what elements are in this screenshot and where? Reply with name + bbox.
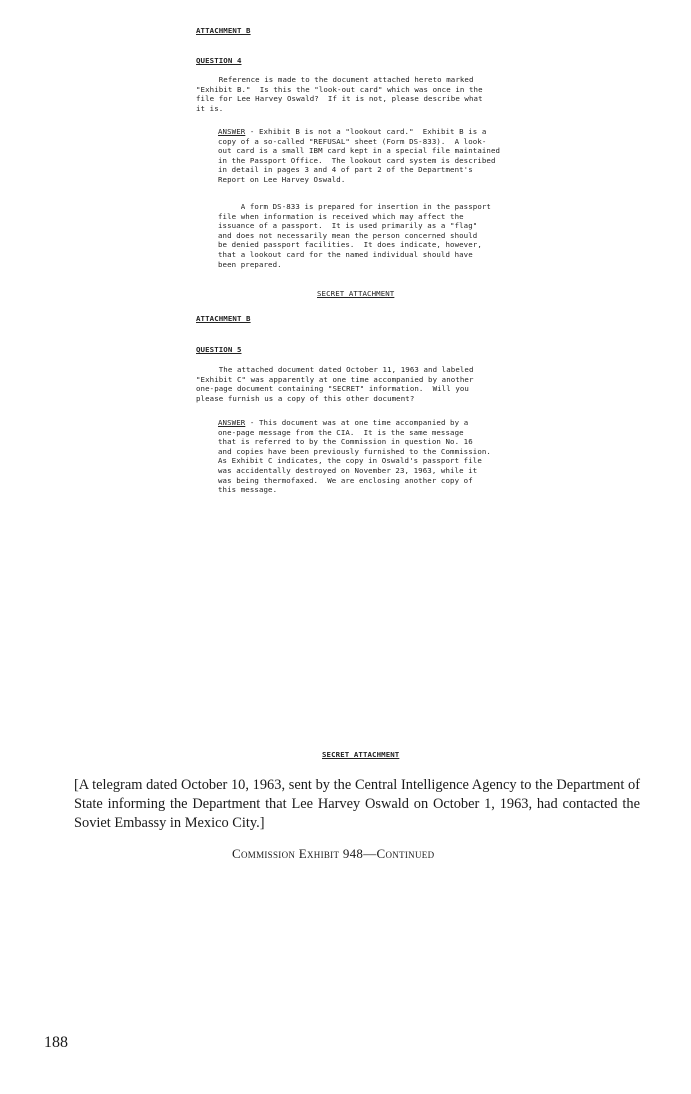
answer-5-text: - This document was at one time accompanied by a one-page message from the CIA. It is the same message that is referred to by the Commission in question No. 16 and copies have been previously furnished to the Commission. As Exhibit C indicates, the copy in Oswald's passport file was accidentally destroyed on November 23, 1963, while it was being thermofaxed. We are enclosing another copy of this message. bbox=[218, 418, 491, 495]
attachment-heading-1: ATTACHMENT B bbox=[196, 26, 251, 35]
attachment-heading-2: ATTACHMENT B bbox=[196, 314, 251, 323]
answer-label-5: ANSWER bbox=[218, 418, 246, 427]
answer-4-paragraph-2: A form DS-833 is prepared for insertion in the passport file when information is received which may affect the issuance of a passport. It is used primarily as a "flag" and does not necessarily mean the person concerned should be denied passport facilities. It does indicate, however, that a lookout card for the named individual should have been prepared. bbox=[218, 202, 491, 269]
exhibit-label: Commission Exhibit 948—Continued bbox=[232, 846, 435, 861]
question-5-text: The attached document dated October 11, 1963 and labeled "Exhibit C" was apparently at one time accompanied by another one-page document containing "SECRET" information. Will you please furnish us a copy of this other document? bbox=[196, 365, 474, 403]
telegram-caption: [A telegram dated October 10, 1963, sent by the Central Intelligence Agency to the Department of State informing the Department that Lee Harvey Oswald on October 1, 1963, had contacted the Soviet Embassy in Mexico City.] bbox=[74, 777, 640, 831]
secret-attachment-label-1: SECRET ATTACHMENT bbox=[317, 289, 395, 298]
question-4-text: Reference is made to the document attached hereto marked "Exhibit B." Is this the "look-out card" which was once in the file for Lee Harvey Oswald? If it is not, please describe what it is. bbox=[196, 75, 483, 113]
page-number: 188 bbox=[44, 1034, 68, 1051]
answer-5-paragraph bbox=[218, 418, 548, 495]
answer-label: ANSWER bbox=[218, 127, 246, 136]
answer-4-paragraph-1 bbox=[218, 127, 548, 185]
question-heading-4: QUESTION 4 bbox=[196, 56, 242, 65]
question-heading-5: QUESTION 5 bbox=[196, 345, 242, 354]
answer-4-text: - Exhibit B is not a "lookout card." Exhibit B is a copy of a so-called "REFUSAL" sheet (Form DS-833). A look- out card is a small IBM card kept in a special file maintained in the Passport Office. The lookout card system is described in detail in pages 3 and 4 of part 2 of the Department's Report on Lee Harvey Oswald. bbox=[218, 127, 501, 184]
secret-attachment-label-2: SECRET ATTACHMENT bbox=[322, 750, 400, 759]
